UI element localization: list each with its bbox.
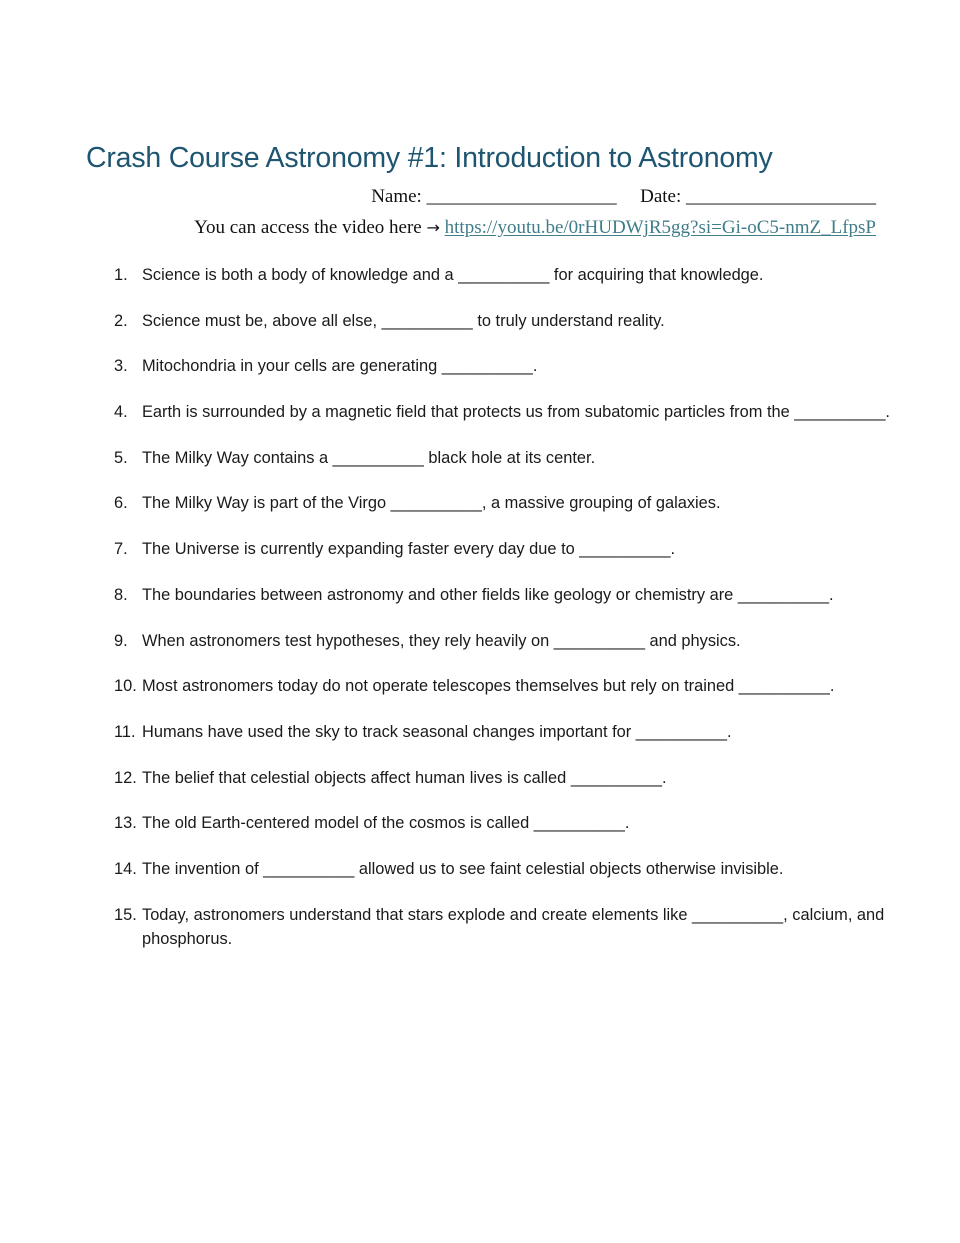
question-number: 5. bbox=[114, 448, 128, 467]
question-text: The Milky Way is part of the Virgo __________, a massive grouping of galaxies. bbox=[142, 494, 721, 513]
question-text: The boundaries between astronomy and other fields like geology or chemistry are __________. bbox=[142, 585, 834, 604]
question-number: 6. bbox=[114, 494, 128, 513]
question-text: Today, astronomers understand that stars explode and create elements like __________, calcium, and phosphorus. bbox=[142, 905, 885, 948]
question-number: 15. bbox=[114, 905, 137, 924]
question-number: 11. bbox=[114, 722, 136, 741]
question-number: 7. bbox=[114, 540, 128, 559]
question-text: Humans have used the sky to track seasonal changes important for __________. bbox=[142, 722, 732, 741]
question-text: The invention of __________ allowed us to see faint celestial objects otherwise invisible. bbox=[142, 859, 784, 878]
question-number: 3. bbox=[114, 357, 128, 376]
question-number: 13. bbox=[114, 814, 137, 833]
name-date-line bbox=[371, 186, 876, 208]
name-blank: ____________________ bbox=[426, 186, 617, 207]
question-number: 10. bbox=[114, 677, 137, 696]
arrow-right-icon: → bbox=[426, 218, 440, 237]
question-number: 14. bbox=[114, 859, 137, 878]
question-item bbox=[114, 263, 894, 287]
question-number: 1. bbox=[114, 266, 128, 284]
question-item bbox=[114, 400, 894, 424]
page-title: Crash Course Astronomy #1: Introduction to Astronomy bbox=[86, 142, 773, 174]
question-text: When astronomers test hypotheses, they rely heavily on __________ and physics. bbox=[142, 631, 741, 650]
video-access-line bbox=[194, 217, 876, 239]
question-item bbox=[114, 903, 894, 951]
question-number: 2. bbox=[114, 311, 128, 330]
question-item bbox=[114, 309, 894, 333]
question-item bbox=[114, 766, 894, 790]
question-item bbox=[114, 720, 894, 744]
question-item bbox=[114, 629, 894, 653]
name-label: Name: bbox=[371, 186, 422, 207]
date-label: Date: bbox=[640, 186, 682, 207]
question-list bbox=[114, 263, 894, 972]
question-number: 9. bbox=[114, 631, 128, 650]
video-link[interactable]: https://youtu.be/0rHUDWjR5gg?si=Gi-oC5-nmZ_LfpsP bbox=[444, 217, 876, 238]
question-text: Earth is surrounded by a magnetic field that protects us from subatomic particles from the __________. bbox=[142, 403, 890, 422]
question-item bbox=[114, 354, 894, 378]
question-number: 12. bbox=[114, 768, 137, 787]
question-item bbox=[114, 811, 894, 835]
question-text: Science must be, above all else, __________ to truly understand reality. bbox=[142, 311, 665, 330]
question-text: The old Earth-centered model of the cosmos is called __________. bbox=[142, 814, 630, 833]
question-text: The belief that celestial objects affect human lives is called __________. bbox=[142, 768, 667, 787]
question-item bbox=[114, 491, 894, 515]
question-item bbox=[114, 446, 894, 470]
question-item bbox=[114, 583, 894, 607]
question-item bbox=[114, 674, 894, 698]
question-item bbox=[114, 857, 894, 881]
question-number: 8. bbox=[114, 585, 128, 604]
question-text: Most astronomers today do not operate telescopes themselves but rely on trained __________. bbox=[142, 677, 835, 696]
question-number: 4. bbox=[114, 403, 128, 422]
question-item bbox=[114, 537, 894, 561]
date-blank: ____________________ bbox=[686, 186, 876, 207]
video-prompt: You can access the video here bbox=[194, 217, 422, 238]
question-text: Science is both a body of knowledge and a __________ for acquiring that knowledge. bbox=[142, 266, 764, 284]
question-text: The Universe is currently expanding faster every day due to __________. bbox=[142, 540, 676, 559]
question-text: The Milky Way contains a __________ black hole at its center. bbox=[142, 448, 596, 467]
question-text: Mitochondria in your cells are generating __________. bbox=[142, 357, 538, 376]
